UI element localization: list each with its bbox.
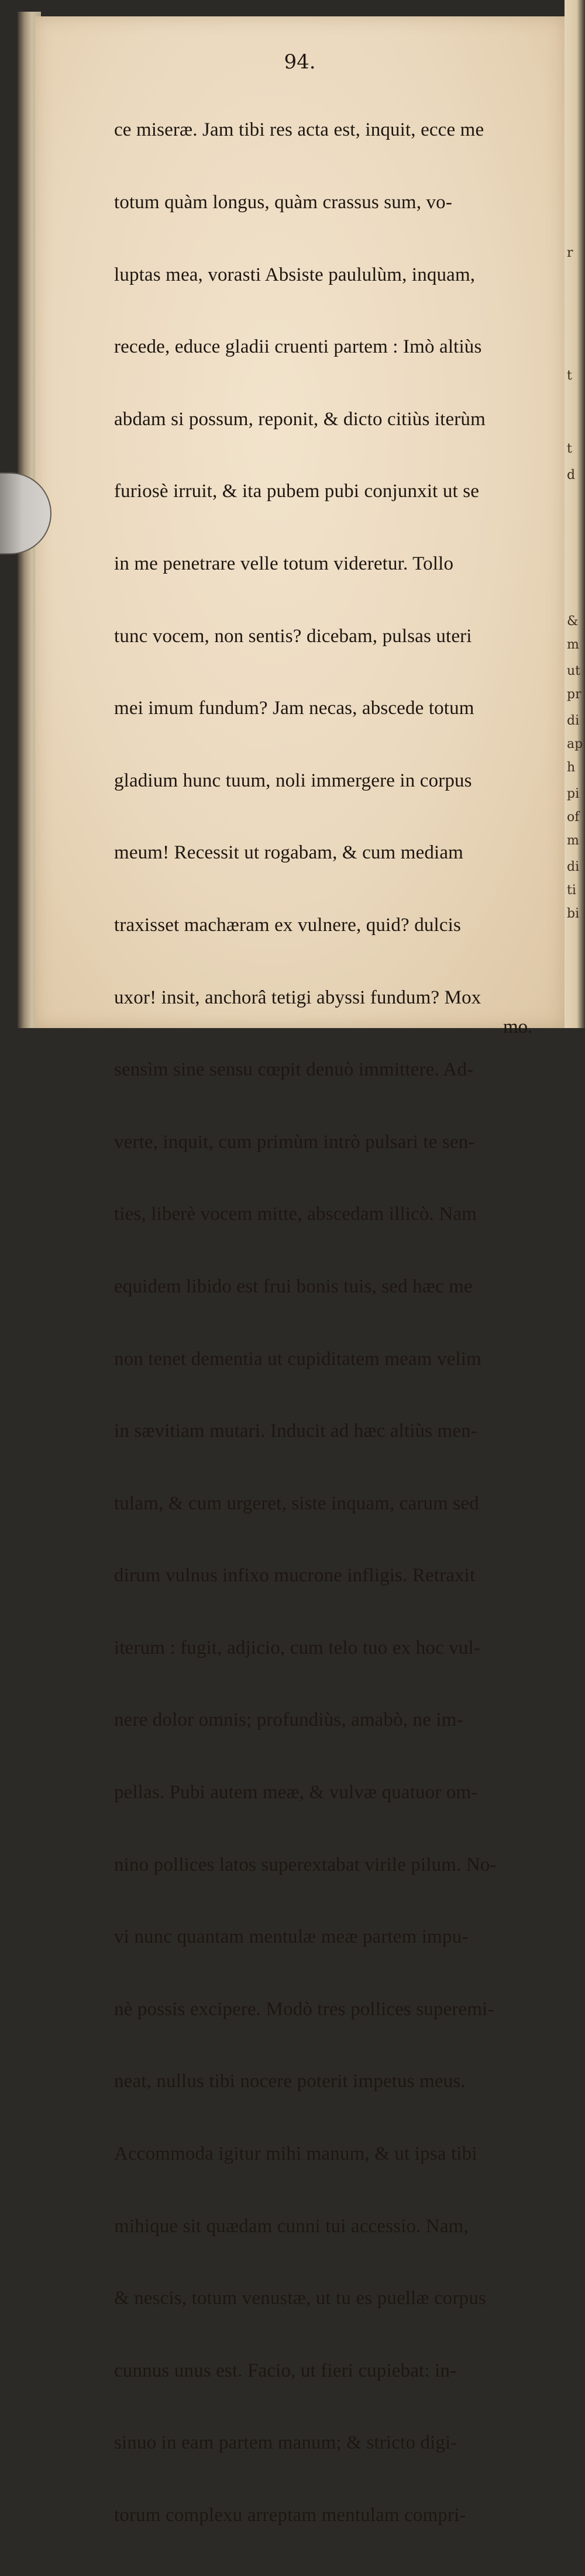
facing-page-fragment: of bbox=[567, 810, 580, 825]
catchword: mo. bbox=[503, 1016, 533, 1037]
text-line: iterum : fugit, adjicio, cum telo tuo ex hoc vul- bbox=[114, 1637, 480, 1658]
text-line: cunnus unus est. Facio, ut fieri cupiebat: in- bbox=[114, 2360, 457, 2381]
text-line: sensìm sine sensu cœpit denuò immittere. Ad- bbox=[114, 1059, 474, 1081]
text-line: equidem libido est frui bonis tuis, sed hæc me bbox=[114, 1275, 473, 1297]
facing-page-fragment: ti bbox=[567, 883, 576, 898]
text-line: recede, educe gladii cruenti partem : Imò altiùs bbox=[114, 336, 482, 358]
text-line: luptas mea, vorasti Absiste paululùm, inquam, bbox=[114, 264, 476, 285]
facing-page-fragment: r bbox=[567, 246, 573, 260]
text-line: traxisset machæram ex vulnere, quid? dulcis bbox=[114, 914, 461, 936]
facing-page-fragment: h bbox=[567, 760, 576, 775]
text-line: abdam si possum, reponit, & dicto citiùs iterùm bbox=[114, 408, 486, 430]
facing-page-fragment: di bbox=[567, 713, 580, 728]
text-line: Accommoda igitur mihi manum, & ut ipsa tibi bbox=[114, 2143, 477, 2165]
text-line: in sævitiam mutari. Inducit ad hæc altiùs men- bbox=[114, 1420, 477, 1442]
text-line: meum! Recessit ut rogabam, & cum mediam bbox=[114, 842, 463, 864]
text-line: sinuo in eam partem manum; & stricto digi- bbox=[114, 2432, 457, 2454]
text-line: dirum vulnus infixo mucrone infligis. Retraxit bbox=[114, 1565, 476, 1587]
text-line: non tenet dementia ut cupiditatem meam velim bbox=[114, 1348, 481, 1370]
text-line: verte, inquit, cum primùm intrò pulsari te sen- bbox=[114, 1131, 475, 1153]
facing-page-fragment: ut bbox=[567, 664, 581, 678]
body-text bbox=[114, 70, 557, 2576]
facing-page-fragment: m bbox=[567, 637, 579, 652]
facing-page-fragment: ap bbox=[567, 737, 583, 751]
text-line: uxor! insit, anchorâ tetigi abyssi fundum? Mox bbox=[114, 987, 481, 1008]
text-line: in me penetrare velle totum videretur. Tollo bbox=[114, 553, 454, 574]
text-line: tunc vocem, non sentis? dicebam, pulsas uteri bbox=[114, 625, 472, 647]
facing-page-fragment: pr bbox=[567, 687, 581, 702]
facing-page-fragment: t bbox=[567, 442, 572, 456]
facing-page-fragment: & bbox=[567, 614, 579, 629]
page-number: 94. bbox=[284, 50, 316, 74]
text-line: furiosè irruit, & ita pubem pubi conjunxit ut se bbox=[114, 481, 480, 502]
text-line: torum complexu arreptam mentulam compri- bbox=[114, 2505, 466, 2526]
text-line: mei imum fundum? Jam necas, abscede totum bbox=[114, 698, 474, 719]
text-line: & nescis, totum venustæ, ut tu es puellæ corpus bbox=[114, 2288, 486, 2309]
text-line: ties, liberè vocem mitte, abscedam illicò. Nam bbox=[114, 1203, 477, 1225]
facing-page-edge bbox=[565, 0, 585, 1028]
text-line: nè possis excipere. Modò tres pollices superemi- bbox=[114, 1998, 494, 2020]
text-line: pellas. Pubi autem meæ, & vulvæ quatuor om- bbox=[114, 1782, 478, 1803]
text-line: gladium hunc tuum, noli immergere in corpus bbox=[114, 770, 472, 791]
book-page bbox=[35, 16, 565, 2526]
text-line: vi nunc quantam mentulæ meæ partem impu- bbox=[114, 1926, 469, 1948]
text-line: tulam, & cum urgeret, siste inquam, carum sed bbox=[114, 1492, 479, 1514]
facing-page-fragment: m bbox=[567, 833, 579, 848]
facing-page-fragment: pi bbox=[567, 787, 580, 801]
text-line: neat, nullus tibi nocere poterit impetus meus. bbox=[114, 2071, 466, 2092]
text-line: nino pollices latos superextabat virile pilum. No- bbox=[114, 1854, 497, 1875]
text-line: mihique sit quædam cunni tui accessio. Nam, bbox=[114, 2215, 469, 2237]
facing-page-fragment: d bbox=[567, 468, 576, 482]
text-line: ce miseræ. Jam tibi res acta est, inquit, ecce me bbox=[114, 119, 484, 141]
text-line: totum quàm longus, quàm crassus sum, vo- bbox=[114, 192, 452, 213]
facing-page-fragment: bi bbox=[567, 906, 580, 921]
facing-page-fragment: t bbox=[567, 368, 572, 383]
text-line: nere dolor omnis; profundiùs, amabò, ne im- bbox=[114, 1709, 463, 1731]
facing-page-fragment: di bbox=[567, 860, 580, 874]
